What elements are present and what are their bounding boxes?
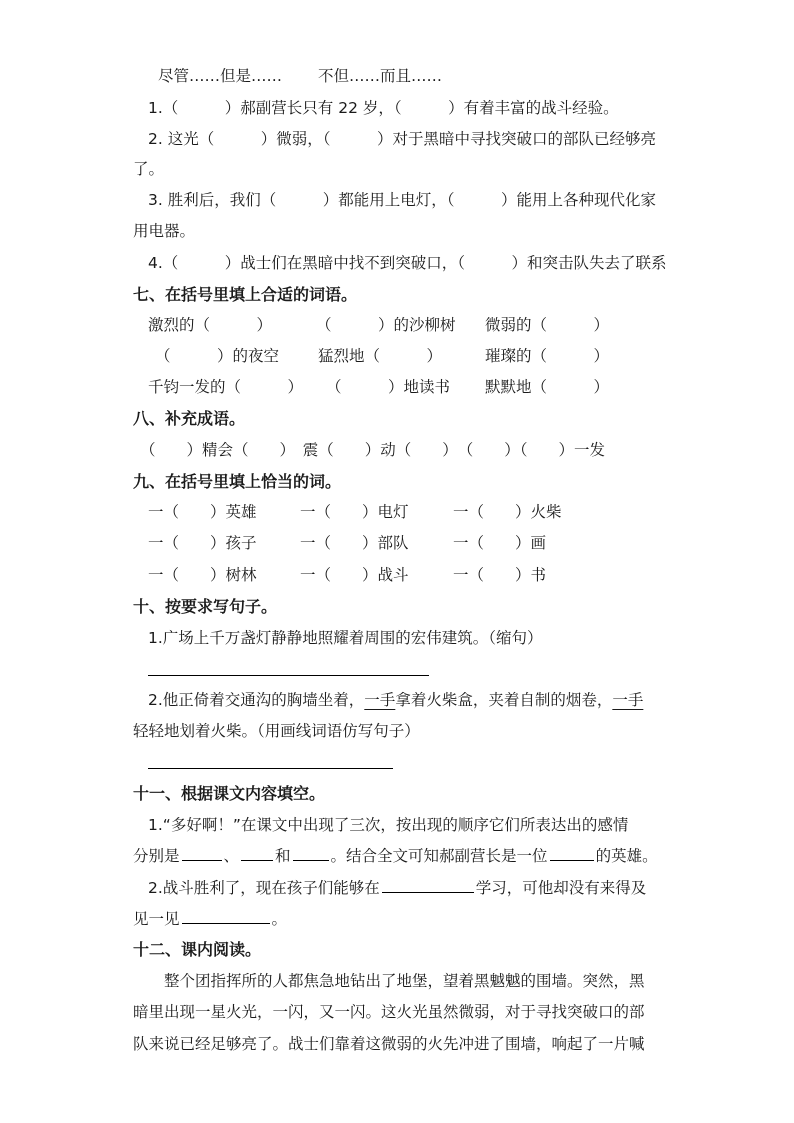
sec10-question-2	[148, 690, 643, 710]
sec6-question-4: 4.（ ）战士们在黑暗中找不到突破口，（ ）和突击队失去了联系	[148, 254, 667, 272]
sec6-question-1: 1.（ ）郝副营长只有 22 岁，（ ）有着丰富的战斗经验。	[148, 99, 619, 117]
section-9-title: 九、在括号里填上恰当的词。	[133, 472, 342, 491]
sec7-item: 激烈的（ ）	[148, 316, 273, 334]
q-text: 分别是	[133, 847, 180, 865]
sec6-question-2: 2. 这光（ ）微弱，（ ）对于黑暗中寻找突破口的部队已经够亮	[148, 130, 656, 148]
q-text: 的英雄。	[595, 847, 658, 865]
fill-blank[interactable]	[550, 846, 594, 861]
section-12-title: 十二、课内阅读。	[133, 940, 262, 959]
sec9-item: 一（ ）火柴	[453, 503, 562, 521]
sec7-item: 璀璨的（ ）	[485, 347, 610, 365]
underlined-word: 一手	[364, 691, 396, 709]
connective-option-2: 不但……而且……	[318, 67, 443, 85]
sec7-item: 默默地（ ）	[485, 378, 610, 396]
sec9-item: 一（ ）英雄	[148, 503, 257, 521]
fill-blank[interactable]	[182, 846, 222, 861]
section-8-title: 八、补充成语。	[133, 409, 246, 428]
sec7-item: （ ）的沙柳树	[316, 316, 456, 334]
q-text: 2.战斗胜利了，现在孩子们能够在	[148, 879, 380, 897]
sec8-idioms: （ ）精会（ ） 震（ ）动（ ） （ ）（ ）一发	[140, 441, 606, 459]
sec9-item: 一（ ）部队	[300, 534, 409, 552]
sec9-item: 一（ ）画	[453, 534, 547, 552]
q-text: 和	[275, 847, 291, 865]
sec9-item: 一（ ）孩子	[148, 534, 257, 552]
reading-paragraph-line: 暗里出现一星火光，一闪，又一闪。这火光虽然微弱，对于寻找突破口的部	[133, 1003, 645, 1021]
sec10-question-1: 1.广场上千万盏灯静静地照耀着周围的宏伟建筑。（缩句）	[148, 629, 543, 647]
fill-blank[interactable]	[182, 909, 270, 924]
sec7-item: 猛烈地（ ）	[318, 347, 443, 365]
sec7-item: （ ）的夜空	[155, 347, 280, 365]
sec6-question-2-cont: 了。	[133, 160, 165, 178]
q-text: 、	[223, 847, 240, 865]
q-text: 见一见	[133, 910, 180, 928]
sec11-question-1: 1.“多好啊！”在课文中出现了三次，按出现的顺序它们所表达出的感情	[148, 816, 629, 834]
section-7-title: 七、在括号里填上合适的词语。	[133, 285, 358, 304]
sec6-question-3-cont: 用电器。	[133, 222, 196, 240]
underlined-word: 一手	[612, 691, 644, 709]
sec9-item: 一（ ）树林	[148, 566, 257, 584]
section-11-title: 十一、根据课文内容填空。	[133, 784, 326, 803]
q-text: 。	[271, 910, 288, 928]
section-10-title: 十、按要求写句子。	[133, 597, 278, 616]
sec6-question-3: 3. 胜利后，我们（ ）都能用上电灯，（ ）能用上各种现代化家	[148, 191, 656, 209]
sec7-item: 千钧一发的（ ）	[148, 378, 304, 396]
sec11-question-2-cont	[133, 909, 287, 929]
sec10-question-2-cont: 轻轻地划着火柴。（用画线词语仿写句子）	[133, 722, 420, 740]
sec9-item: 一（ ）电灯	[300, 503, 409, 521]
answer-line[interactable]	[148, 675, 429, 676]
q2-text: 2.他正倚着交通沟的胸墙坐着，	[148, 691, 365, 709]
sec7-item: 微弱的（ ）	[485, 316, 610, 334]
q2-text: 拿着火柴盒，夹着自制的烟卷，	[395, 691, 613, 709]
fill-blank[interactable]	[382, 878, 474, 893]
reading-paragraph-line: 整个团指挥所的人都焦急地钻出了地堡，望着黑魆魆的围墙。突然，黑	[133, 972, 645, 990]
sec7-item: （ ）地读书	[326, 378, 451, 396]
connective-option-1: 尽管……但是……	[158, 67, 283, 85]
fill-blank[interactable]	[293, 846, 329, 861]
sec11-question-1-cont	[133, 846, 658, 866]
reading-paragraph-line: 队来说已经足够亮了。战士们靠着这微弱的火先冲进了围墙，响起了一片喊	[133, 1035, 645, 1053]
q-text: 学习，可他却没有来得及	[475, 879, 647, 897]
sec9-item: 一（ ）书	[453, 566, 547, 584]
fill-blank[interactable]	[241, 846, 273, 861]
q-text: 。结合全文可知郝副营长是一位	[330, 847, 548, 865]
answer-line[interactable]	[148, 768, 393, 769]
sec11-question-2	[148, 878, 646, 898]
sec9-item: 一（ ）战斗	[300, 566, 409, 584]
